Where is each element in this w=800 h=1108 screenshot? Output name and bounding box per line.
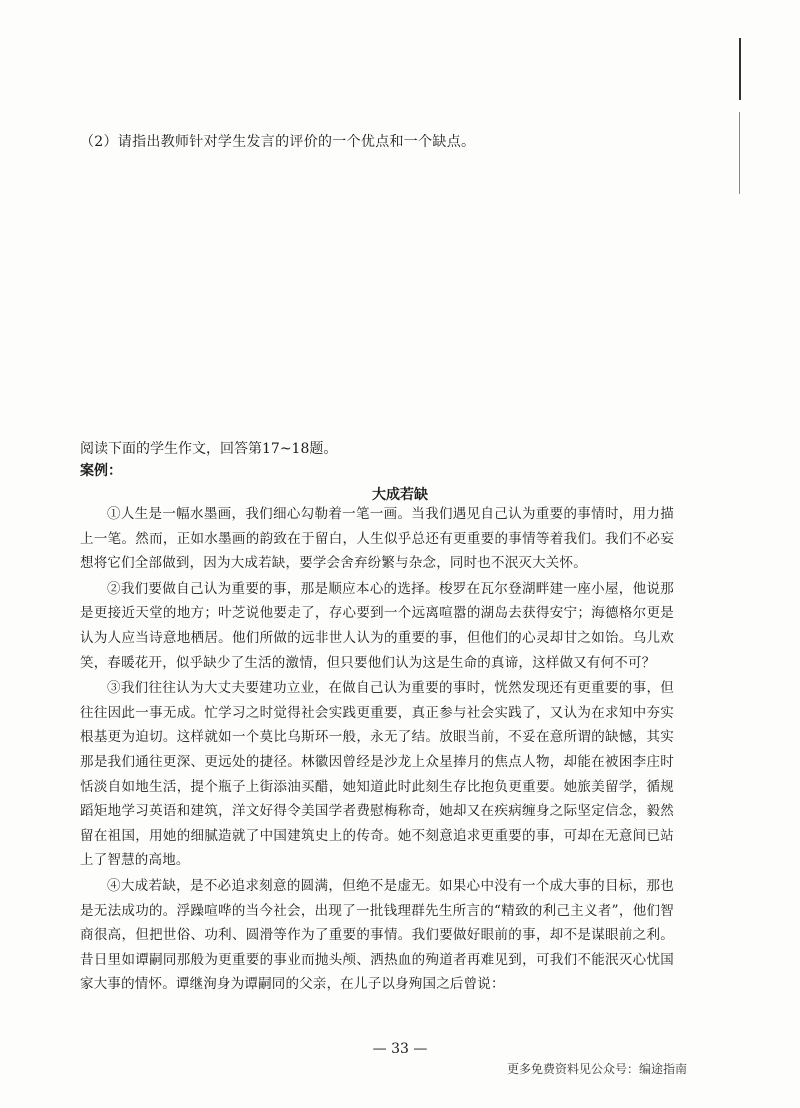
footer-note: 更多免费资料见公众号：编途指南 [507, 1062, 688, 1076]
binding-margin-line-faint [739, 112, 740, 194]
essay-paragraph-2: ②我们要做自己认为重要的事，那是顺应本心的选择。梭罗在瓦尔登湖畔建一座小屋，他说那是更接近天堂的地方；叶芝说他要走了，存心要到一个远离喧嚣的湖岛去获得安宁；海德格尔更是认为人应当诗意地栖居。他们所做的远非世人认为的重要的事，但他们的心灵却甘之如饴。乌儿欢笑，春暖花开，似乎缺少了生活的激情，但只要他们认为这是生命的真谛，这样做又有何不可？ [80, 580, 674, 671]
essay-paragraph-4: ④大成若缺，是不必追求刻意的圆满，但绝不是虚无。如果心中没有一个成大事的目标，那也是无法成功的。浮躁喧哗的当今社会，出现了一批钱理群先生所言的“精致的利己主义者”，他们智商很高，但把世俗、功利、圆滑等作为了重要的事情。我们要做好眼前的事，却不是谋眼前之利。昔日里如谭嗣同那般为更重要的事业而抛头颅、洒热血的殉道者再难见到，可我们不能泯灭心忧国家大事的情怀。谭继洵身为谭嗣同的父亲，在儿子以身殉国之后曾说： [80, 877, 674, 993]
page-number: — 33 — [372, 1041, 428, 1057]
binding-margin-line [739, 38, 741, 100]
reading-instruction: 阅读下面的学生作文，回答第17~18题。 [80, 441, 338, 457]
case-label: 案例： [80, 463, 122, 479]
essay-paragraph-3: ③我们往往认为大丈夫要建功立业，在做自己认为重要的事时，恍然发现还有更重要的事，但往往因此一事无成。忙学习之时觉得社会实践更重要，真正参与社会实践了，又认为在求知中夯实根基更为迫切。这样就如一个莫比乌斯环一般，永无了结。放眼当前，不妥在意所谓的缺憾，其实那是我们通往更深、更远处的捷径。林徽因曾经是沙龙上众星捧月的焦点人物，却能在被困李庄时恬淡自如地生活，提个瓶子上街添油买醋，她知道此时此刻生存比抱负更重要。她旅美留学，循规蹈矩地学习英语和建筑，洋文好得令美国学者费慰梅称奇，她却又在疾病缠身之际坚定信念，毅然留在祖国，用她的细腻造就了中国建筑史上的传奇。她不刻意追求更重要的事，可却在无意间已站上了智慧的高地。 [80, 680, 674, 869]
question-2: （2）请指出教师针对学生发言的评价的一个优点和一个缺点。 [80, 134, 476, 150]
essay-body [80, 502, 674, 998]
essay-title: 大成若缺 [372, 487, 428, 503]
essay-paragraph-1: ①人生是一幅水墨画，我们细心勾勒着一笔一画。当我们遇见自己认为重要的事情时，用力描上一笔。然而，正如水墨画的韵致在于留白，人生似乎总还有更重要的事情等着我们。我们不必妄想将它们全部做到，因为大成若缺，要学会舍弃纷繁与杂念，同时也不泯灭大关怀。 [80, 506, 674, 572]
